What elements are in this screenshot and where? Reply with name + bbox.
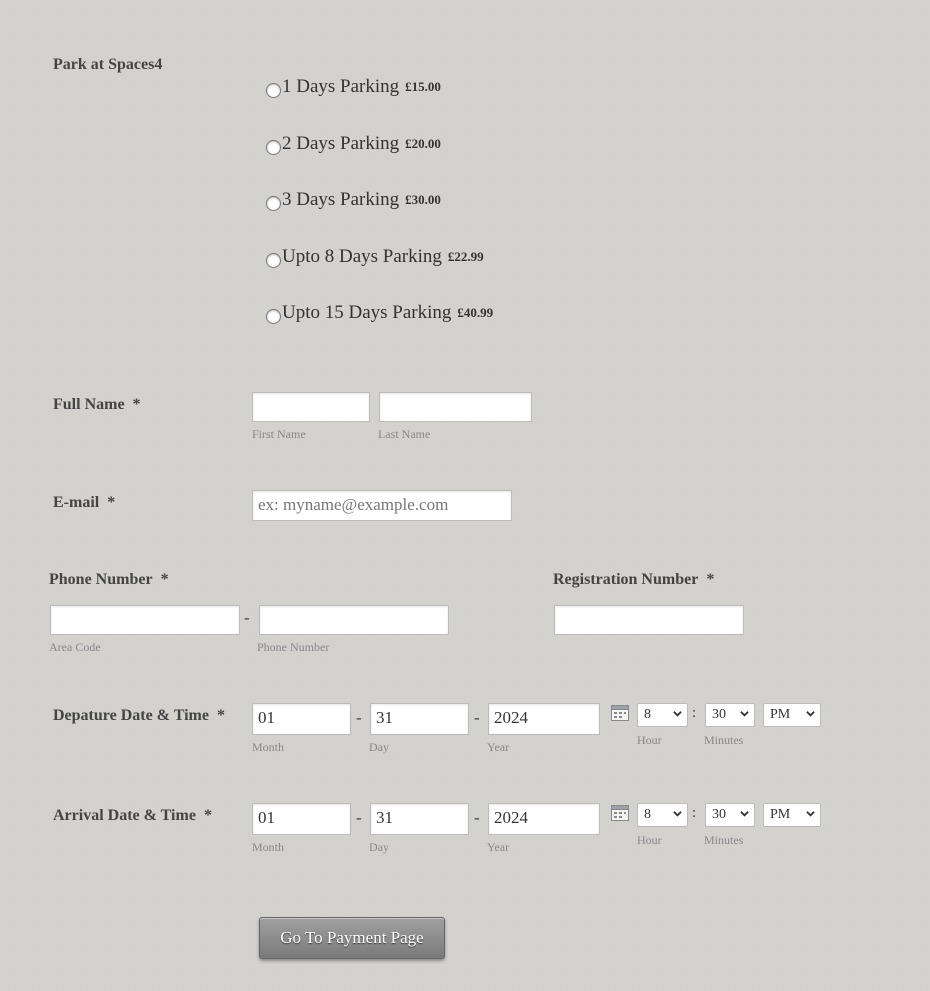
minutes-value: 30 — [712, 707, 726, 722]
hour-sublabel: Hour — [637, 833, 662, 847]
parking-option-price: £15.00 — [405, 79, 441, 94]
last-name-sublabel: Last Name — [378, 427, 431, 441]
arrival-minutes-select[interactable] — [705, 803, 755, 827]
date-separator: - — [474, 708, 480, 727]
parking-option-label: Upto 15 Days Parking — [282, 302, 452, 323]
area-code-input[interactable] — [50, 605, 240, 635]
departure-hour-select[interactable] — [637, 703, 688, 727]
required-marker: * — [132, 396, 141, 413]
required-marker: * — [160, 571, 169, 588]
date-separator: - — [474, 808, 480, 827]
chevron-down-icon — [673, 809, 682, 818]
month-sublabel: Month — [252, 740, 285, 754]
required-marker: * — [216, 707, 225, 724]
chevron-down-icon — [673, 709, 682, 718]
phone-separator: - — [244, 608, 250, 627]
radio-button[interactable] — [266, 140, 281, 155]
arrival-hour-select[interactable] — [637, 803, 688, 827]
first-name-input[interactable] — [252, 392, 370, 422]
chevron-down-icon — [806, 809, 815, 818]
registration-label — [553, 571, 714, 589]
parking-option-price: £30.00 — [405, 192, 441, 207]
phone-number-input[interactable] — [259, 605, 449, 635]
date-separator: - — [356, 808, 362, 827]
arrival-ampm-select[interactable] — [763, 803, 821, 827]
departure-day-input[interactable]: 31 — [370, 703, 469, 735]
ampm-value: PM — [770, 707, 791, 722]
last-name-input[interactable] — [379, 392, 532, 422]
arrival-month-input[interactable]: 01 — [252, 803, 351, 835]
email-label-text: E-mail — [53, 494, 100, 511]
departure-label — [53, 707, 225, 725]
radio-button[interactable] — [266, 253, 281, 268]
full-name-label — [53, 396, 141, 414]
parking-option-label: 2 Days Parking — [282, 133, 400, 154]
date-separator: - — [356, 708, 362, 727]
parking-option-label: 1 Days Parking — [282, 76, 400, 97]
minutes-value: 30 — [712, 807, 726, 822]
arrival-day-input[interactable]: 31 — [370, 803, 469, 835]
hour-value: 8 — [644, 807, 651, 822]
departure-label-text: Depature Date & Time — [53, 707, 209, 724]
area-code-sublabel: Area Code — [49, 640, 101, 654]
parking-option-4[interactable] — [266, 246, 484, 268]
first-name-sublabel: First Name — [252, 427, 306, 441]
phone-label — [49, 571, 169, 589]
radio-button[interactable] — [266, 196, 281, 211]
time-separator: : — [692, 705, 697, 721]
go-to-payment-button[interactable]: Go To Payment Page — [259, 917, 445, 959]
phone-label-text: Phone Number — [49, 571, 153, 588]
parking-option-label: Upto 8 Days Parking — [282, 246, 442, 267]
registration-label-text: Registration Number — [553, 571, 699, 588]
radio-button[interactable] — [266, 83, 281, 98]
hour-value: 8 — [644, 707, 651, 722]
parking-label: Park at Spaces4 — [53, 56, 163, 73]
year-sublabel: Year — [487, 740, 510, 754]
departure-month-input[interactable]: 01 — [252, 703, 351, 735]
minutes-sublabel: Minutes — [704, 833, 744, 847]
parking-option-label: 3 Days Parking — [282, 189, 400, 210]
departure-ampm-select[interactable] — [763, 703, 821, 727]
day-sublabel: Day — [369, 740, 389, 754]
month-sublabel: Month — [252, 840, 285, 854]
calendar-icon[interactable] — [611, 805, 629, 821]
ampm-value: PM — [770, 807, 791, 822]
arrival-label-text: Arrival Date & Time — [53, 807, 196, 824]
arrival-year-input[interactable]: 2024 — [488, 803, 600, 835]
phone-number-sublabel: Phone Number — [257, 640, 330, 654]
parking-option-price: £22.99 — [447, 249, 484, 264]
registration-number-input[interactable] — [554, 605, 744, 635]
parking-option-5[interactable] — [266, 302, 493, 324]
parking-option-price: £20.00 — [405, 136, 441, 151]
chevron-down-icon — [740, 809, 749, 818]
required-marker: * — [107, 494, 116, 511]
required-marker: * — [706, 571, 715, 588]
day-sublabel: Day — [369, 840, 389, 854]
parking-option-2[interactable] — [266, 133, 441, 155]
calendar-icon[interactable] — [611, 705, 629, 721]
hour-sublabel: Hour — [637, 733, 662, 747]
time-separator: : — [692, 805, 697, 821]
email-placeholder: ex: myname@example.com — [258, 495, 449, 514]
parking-option-price: £40.99 — [457, 305, 494, 320]
departure-year-input[interactable]: 2024 — [488, 703, 600, 735]
required-marker: * — [203, 807, 212, 824]
chevron-down-icon — [740, 709, 749, 718]
chevron-down-icon — [806, 709, 815, 718]
radio-button[interactable] — [266, 309, 281, 324]
parking-option-1[interactable] — [266, 76, 441, 98]
minutes-sublabel: Minutes — [704, 733, 744, 747]
email-field[interactable] — [252, 490, 512, 521]
year-sublabel: Year — [487, 840, 510, 854]
email-label — [53, 494, 115, 512]
arrival-label — [53, 807, 212, 825]
full-name-label-text: Full Name — [53, 396, 125, 413]
parking-option-3[interactable] — [266, 189, 441, 211]
departure-minutes-select[interactable] — [705, 703, 755, 727]
